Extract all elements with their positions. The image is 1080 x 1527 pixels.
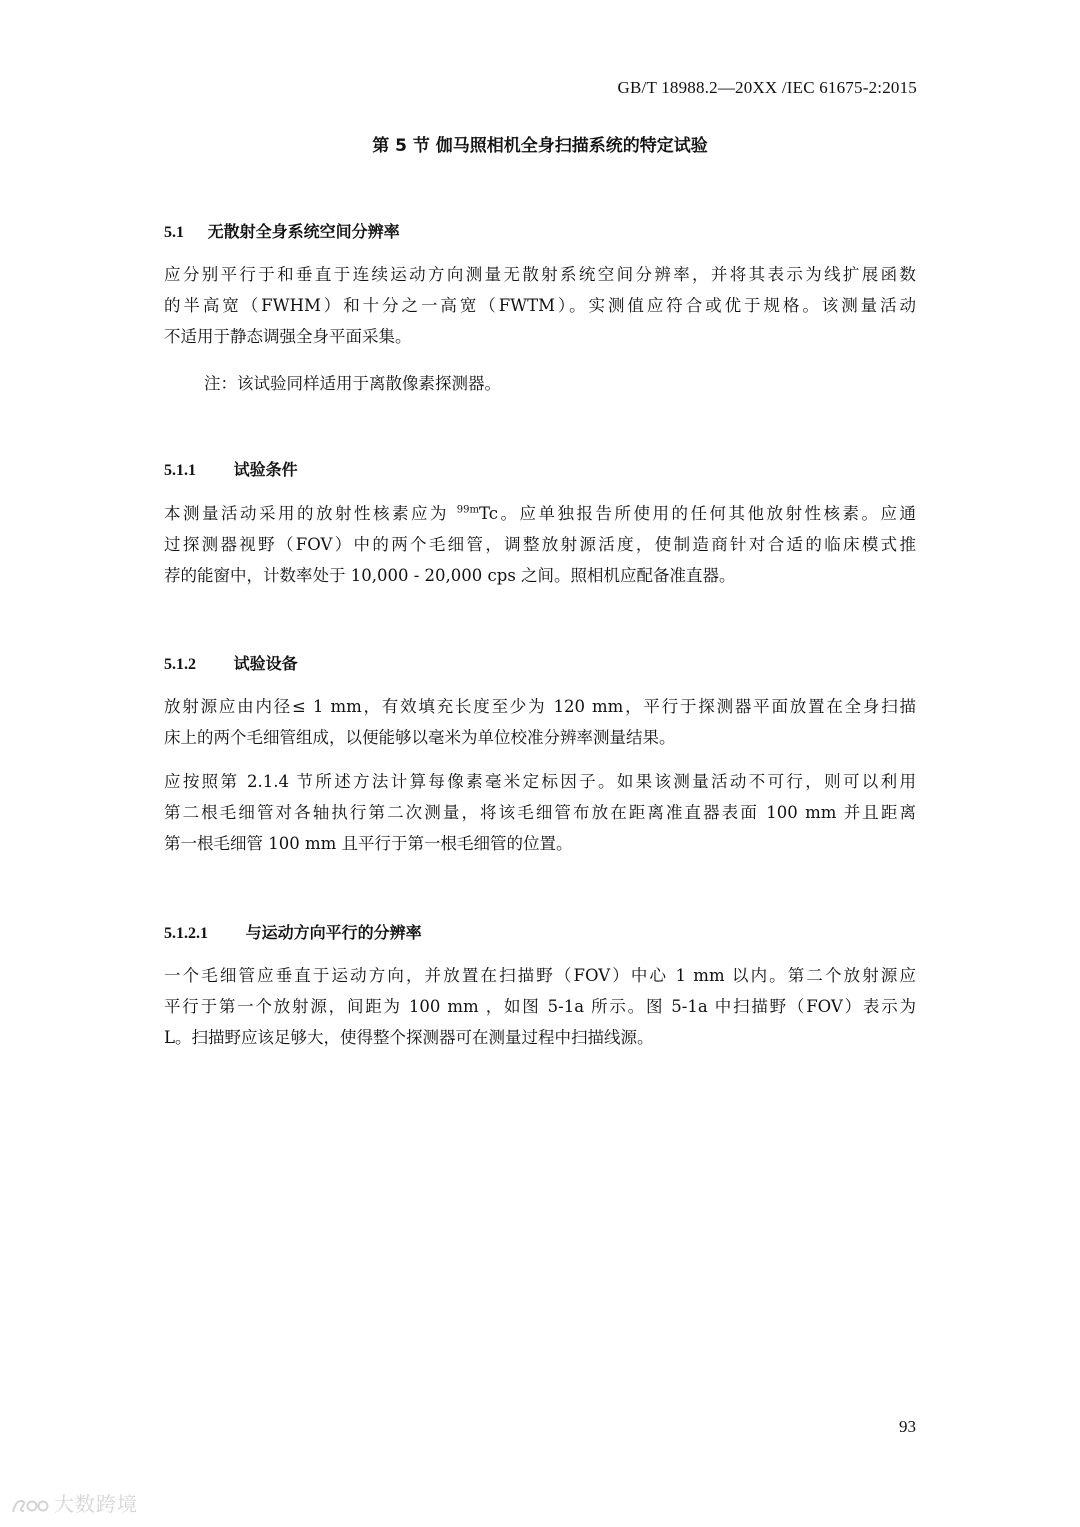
paragraph-line: 第二根毛细管对各轴执行第二次测量，将该毛细管布放在距离准直器表面 100 mm 并且距离 bbox=[164, 803, 916, 822]
paragraph-line: 应按照第 2.1.4 节所述方法计算每像素毫米定标因子。如果该测量活动不可行，则可以利用 bbox=[164, 772, 916, 791]
heading-5-1-2-1 bbox=[164, 920, 422, 943]
section-title: 第 5 节 伽马照相机全身扫描系统的特定试验 bbox=[372, 136, 708, 156]
watermark-text: 大数跨境 bbox=[54, 1492, 138, 1516]
paragraph-line: 第一根毛细管 100 mm 且平行于第一根毛细管的位置。 bbox=[164, 834, 573, 853]
brand-logo-icon bbox=[10, 1496, 50, 1516]
paragraph-line: L。扫描野应该足够大，使得整个探测器可在测量过程中扫描线源。 bbox=[164, 1028, 654, 1047]
paragraph-line: 一个毛细管应垂直于运动方向，并放置在扫描野（FOV）中心 1 mm 以内。第二个放射源应 bbox=[164, 966, 916, 985]
paragraph-line: 不适用于静态调强全身平面采集。 bbox=[164, 327, 412, 346]
line-text: Tc。应单独报告所使用的任何其他放射性核素。应通 bbox=[479, 504, 917, 523]
paragraph-5-1-2-a bbox=[164, 691, 916, 753]
paragraph-line: 床上的两个毛细管组成，以便能够以毫米为单位校准分辨率测量结果。 bbox=[164, 728, 676, 747]
heading-number: 5.1 bbox=[164, 224, 184, 241]
heading-title: 试验设备 bbox=[233, 654, 298, 673]
paragraph-5-1 bbox=[164, 259, 916, 352]
heading-5-1 bbox=[164, 219, 400, 242]
heading-title: 试验条件 bbox=[233, 460, 298, 479]
paragraph-line: 过探测器视野（FOV）中的两个毛细管，调整放射源活度，使制造商针对合适的临床模式推 bbox=[164, 535, 916, 554]
paragraph-line: 的半高宽（FWHM）和十分之一高宽（FWTM）。实测值应符合或优于规格。该测量活动 bbox=[164, 296, 916, 315]
isotope-mass-number: 99m bbox=[456, 504, 479, 516]
paragraph-line: 应分别平行于和垂直于连续运动方向测量无散射系统空间分辨率，并将其表示为线扩展函数 bbox=[164, 265, 916, 284]
paragraph-5-1-2-1 bbox=[164, 960, 916, 1053]
heading-number: 5.1.2 bbox=[164, 656, 196, 673]
heading-number: 5.1.2.1 bbox=[164, 925, 208, 942]
heading-5-1-1 bbox=[164, 457, 298, 480]
paragraph-line: 放射源应由内径≤ 1 mm，有效填充长度至少为 120 mm，平行于探测器平面放置在全身扫描 bbox=[164, 697, 916, 716]
heading-title: 与运动方向平行的分辨率 bbox=[245, 923, 422, 942]
heading-5-1-2 bbox=[164, 651, 298, 674]
standard-code-header: GB/T 18988.2—20XX /IEC 61675-2:2015 bbox=[617, 78, 917, 97]
heading-number: 5.1.1 bbox=[164, 462, 196, 479]
page-number: 93 bbox=[899, 1417, 916, 1436]
paragraph-line bbox=[164, 498, 916, 529]
paragraph-line: 平行于第一个放射源，间距为 100 mm ，如图 5-1a 所示。图 5-1a 中扫描野（FOV）表示为 bbox=[164, 997, 916, 1016]
note-5-1: 注：该试验同样适用于离散像素探测器。 bbox=[204, 374, 501, 393]
heading-title: 无散射全身系统空间分辨率 bbox=[207, 222, 400, 241]
paragraph-line: 荐的能窗中，计数率处于 10,000 - 20,000 cps 之间。照相机应配备准直器。 bbox=[164, 566, 736, 585]
line-text: 本测量活动采用的放射性核素应为 bbox=[164, 504, 457, 523]
paragraph-5-1-2-b bbox=[164, 766, 916, 859]
paragraph-5-1-1 bbox=[164, 498, 916, 591]
watermark bbox=[10, 1488, 138, 1517]
